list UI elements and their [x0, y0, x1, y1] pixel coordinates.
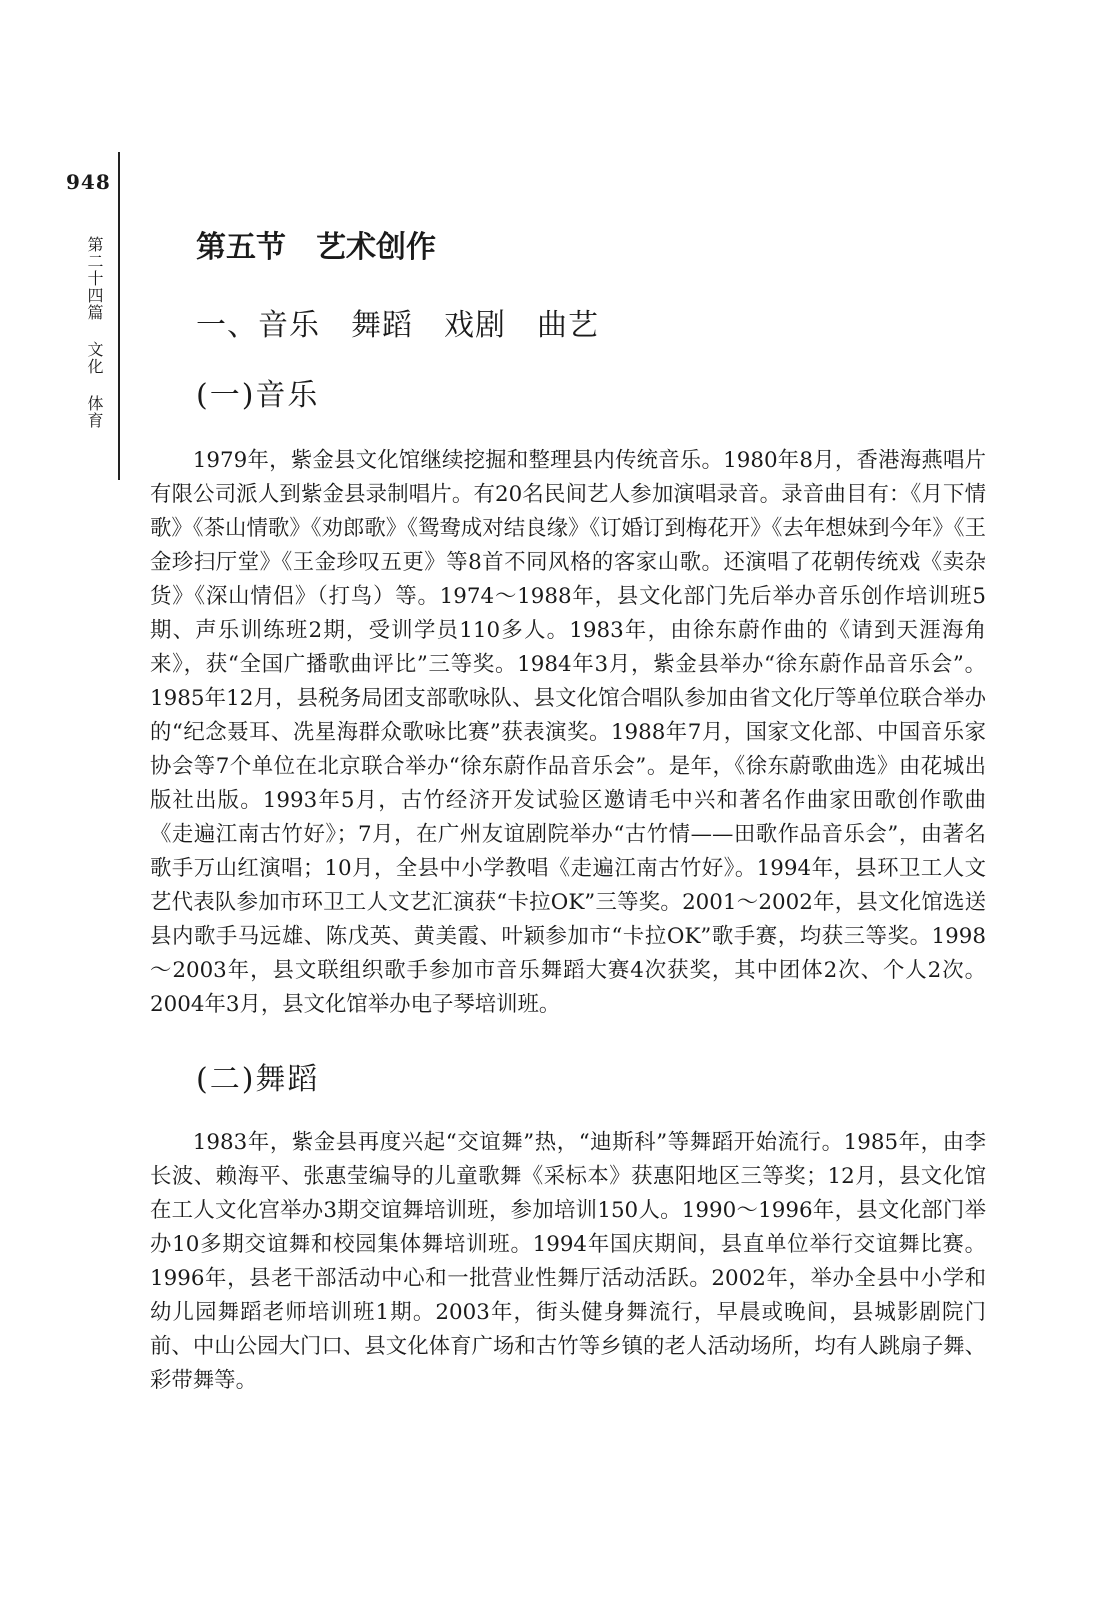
subsection-title: 一、音乐 舞蹈 戏剧 曲艺 — [196, 308, 599, 343]
page-number: 948 — [66, 170, 111, 194]
dance-heading: (二)舞蹈 — [196, 1062, 320, 1097]
music-heading: (一)音乐 — [196, 378, 320, 413]
margin-rule — [118, 152, 120, 480]
dance-paragraph: 1983年，紫金县再度兴起“交谊舞”热，“迪斯科”等舞蹈开始流行。1985年，由李长波、赖海平、张惠莹编导的儿童歌舞《采标本》获惠阳地区三等奖；12月，县文化馆在工人文化宫举办3期交谊舞培训班，参加培训150人。1990～1996年，县文化部门举办10多期交谊舞和校园集体舞培训班。1994年国庆期间，县直单位举行交谊舞比赛。1996年，县老干部活动中心和一批营业性舞厅活动活跃。2002年，举办全县中小学和幼儿园舞蹈老师培训班1期。2003年，街头健身舞流行，早晨或晚间，县城影剧院门前、中山公园大门口、县文化体育广场和古竹等乡镇的老人活动场所，均有人跳扇子舞、彩带舞等。 — [150, 1130, 986, 1393]
running-head: 第二十四篇 文化 体育 — [85, 236, 104, 429]
section-title: 第五节 艺术创作 — [196, 230, 436, 265]
music-paragraph: 1979年，紫金县文化馆继续挖掘和整理县内传统音乐。1980年8月，香港海燕唱片有限公司派人到紫金县录制唱片。有20名民间艺人参加演唱录音。录音曲目有：《月下情歌》《茶山情歌》《劝郎歌》《鸳鸯成对结良缘》《订婚订到梅花开》《去年想妹到今年》《王金珍扫厅堂》《王金珍叹五更》等8首不同风格的客家山歌。还演唱了花朝传统戏《卖杂货》《深山情侣》（打鸟）等。1974～1988年，县文化部门先后举办音乐创作培训班5期、声乐训练班2期，受训学员110多人。1983年，由徐东蔚作曲的《请到天涯海角来》，获“全国广播歌曲评比”三等奖。1984年3月，紫金县举办“徐东蔚作品音乐会”。1985年12月，县税务局团支部歌咏队、县文化馆合唱队参加由省文化厅等单位联合举办的“纪念聂耳、冼星海群众歌咏比赛”获表演奖。1988年7月，国家文化部、中国音乐家协会等7个单位在北京联合举办“徐东蔚作品音乐会”。是年，《徐东蔚歌曲选》由花城出版社出版。1993年5月，古竹经济开发试验区邀请毛中兴和著名作曲家田歌创作歌曲《走遍江南古竹好》；7月，在广州友谊剧院举办“古竹情——田歌作品音乐会”，由著名歌手万山红演唱；10月，全县中小学教唱《走遍江南古竹好》。1994年，县环卫工人文艺代表队参加市环卫工人文艺汇演获“卡拉OK”三等奖。2001～2002年，县文化馆选送县内歌手马远雄、陈戊英、黄美霞、叶颖参加市“卡拉OK”歌手赛，均获三等奖。1998～2003年，县文联组织歌手参加市音乐舞蹈大赛4次获奖，其中团体2次、个人2次。2004年3月，县文化馆举办电子琴培训班。 — [150, 448, 986, 1017]
